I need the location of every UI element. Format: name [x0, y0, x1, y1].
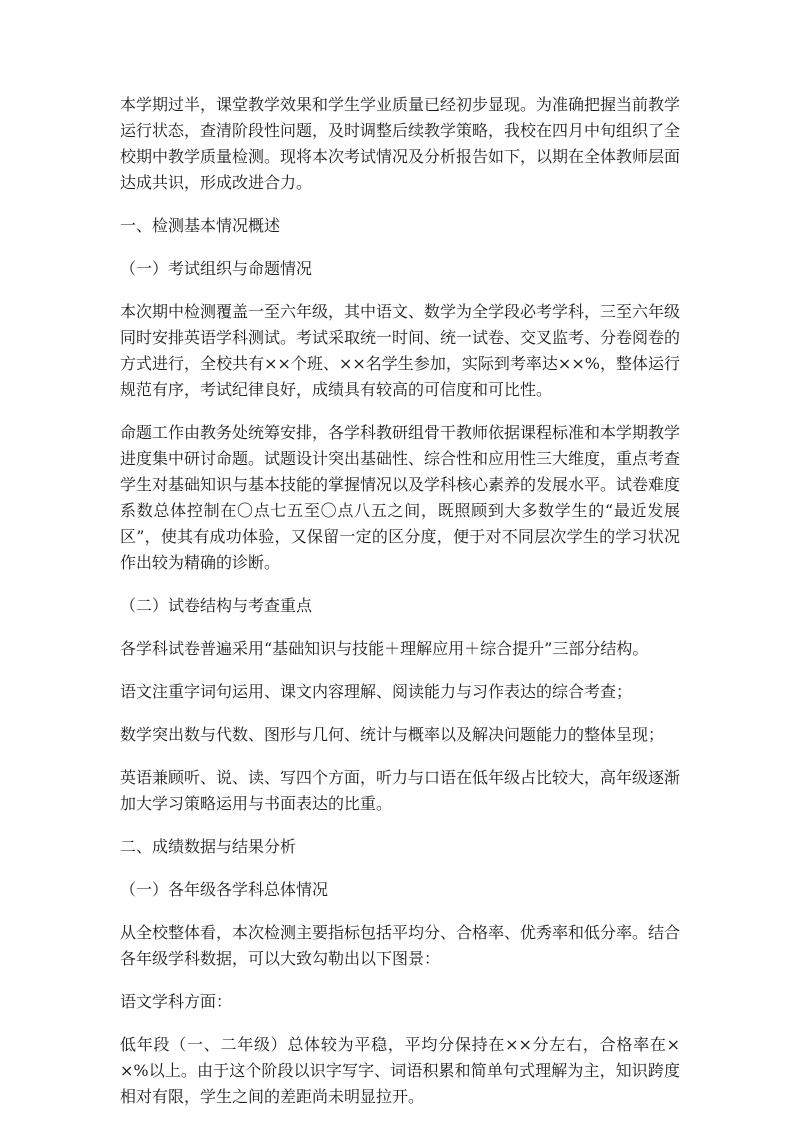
math-focus-paragraph: 数学突出数与代数、图形与几何、统计与概率以及解决问题能力的整体呈现；: [120, 725, 665, 744]
section-1-heading: 一、检测基本情况概述: [120, 216, 281, 235]
intro-paragraph: 本学期过半，课堂教学效果和学生学业质量已经初步显现。为准确把握当前教学运行状态，查清阶段性问题，及时调整后续教学策略，我校在四月中旬组织了全校期中教学质量检测。现将本次考试情况及分析报告如下，以期在全体教师层面达成共识，形成改进合力。: [120, 95, 681, 192]
chinese-focus-paragraph: 语文注重字词句运用、课文内容理解、阅读能力与习作表达的综合考查；: [120, 682, 633, 701]
chinese-subject-label: 语文学科方面：: [120, 992, 233, 1011]
english-focus-paragraph: 英语兼顾听、说、读、写四个方面，听力与口语在低年级占比较大，高年级逐渐加大学习策略运用与书面表达的比重。: [120, 768, 681, 813]
exam-organization-paragraph: 本次期中检测覆盖一至六年级，其中语文、数学为全学段必考学科，三至六年级同时安排英语学科测试。考试采取统一时间、统一试卷、交叉监考、分卷阅卷的方式进行，全校共有××个班、××名学生参加，实际到考率达××%，整体运行规范有序，考试纪律良好，成绩具有较高的可信度和可比性。: [120, 302, 681, 399]
lower-grade-paragraph: 低年段（一、二年级）总体较为平稳，平均分保持在××分左右，合格率在××%以上。由于这个阶段以识字写字、词语积累和简单句式理解为主，知识跨度相对有限，学生之间的差距尚未明显拉开。: [120, 1035, 680, 1106]
overall-paragraph: 从全校整体看，本次检测主要指标包括平均分、合格率、优秀率和低分率。结合各年级学科数据，可以大致勾勒出以下图景：: [120, 923, 681, 968]
paper-structure-paragraph: 各学科试卷普遍采用“基础知识与技能＋理解应用＋综合提升”三部分结构。: [120, 639, 649, 658]
subsection-1-1-heading: （一）考试组织与命题情况: [120, 259, 313, 278]
section-2-heading: 二、成绩数据与结果分析: [120, 837, 297, 856]
subsection-2-1-heading: （一）各年级各学科总体情况: [120, 880, 329, 899]
subsection-1-2-heading: （二）试卷结构与考查重点: [120, 596, 313, 615]
proposition-paragraph: 命题工作由教务处统筹安排，各学科教研组骨干教师依据课程标准和本学期教学进度集中研讨命题。试题设计突出基础性、综合性和应用性三大维度，重点考查学生对基础知识与基本技能的掌握情况以及学科核心素养的发展水平。试卷难度系数总体控制在〇点七五至〇点八五之间，既照顾到大多数学生的“最近发展区”，使其有成功体验，又保留一定的区分度，便于对不同层次学生的学习状况作出较为精确的诊断。: [120, 423, 681, 572]
document-body: [120, 92, 680, 1127]
